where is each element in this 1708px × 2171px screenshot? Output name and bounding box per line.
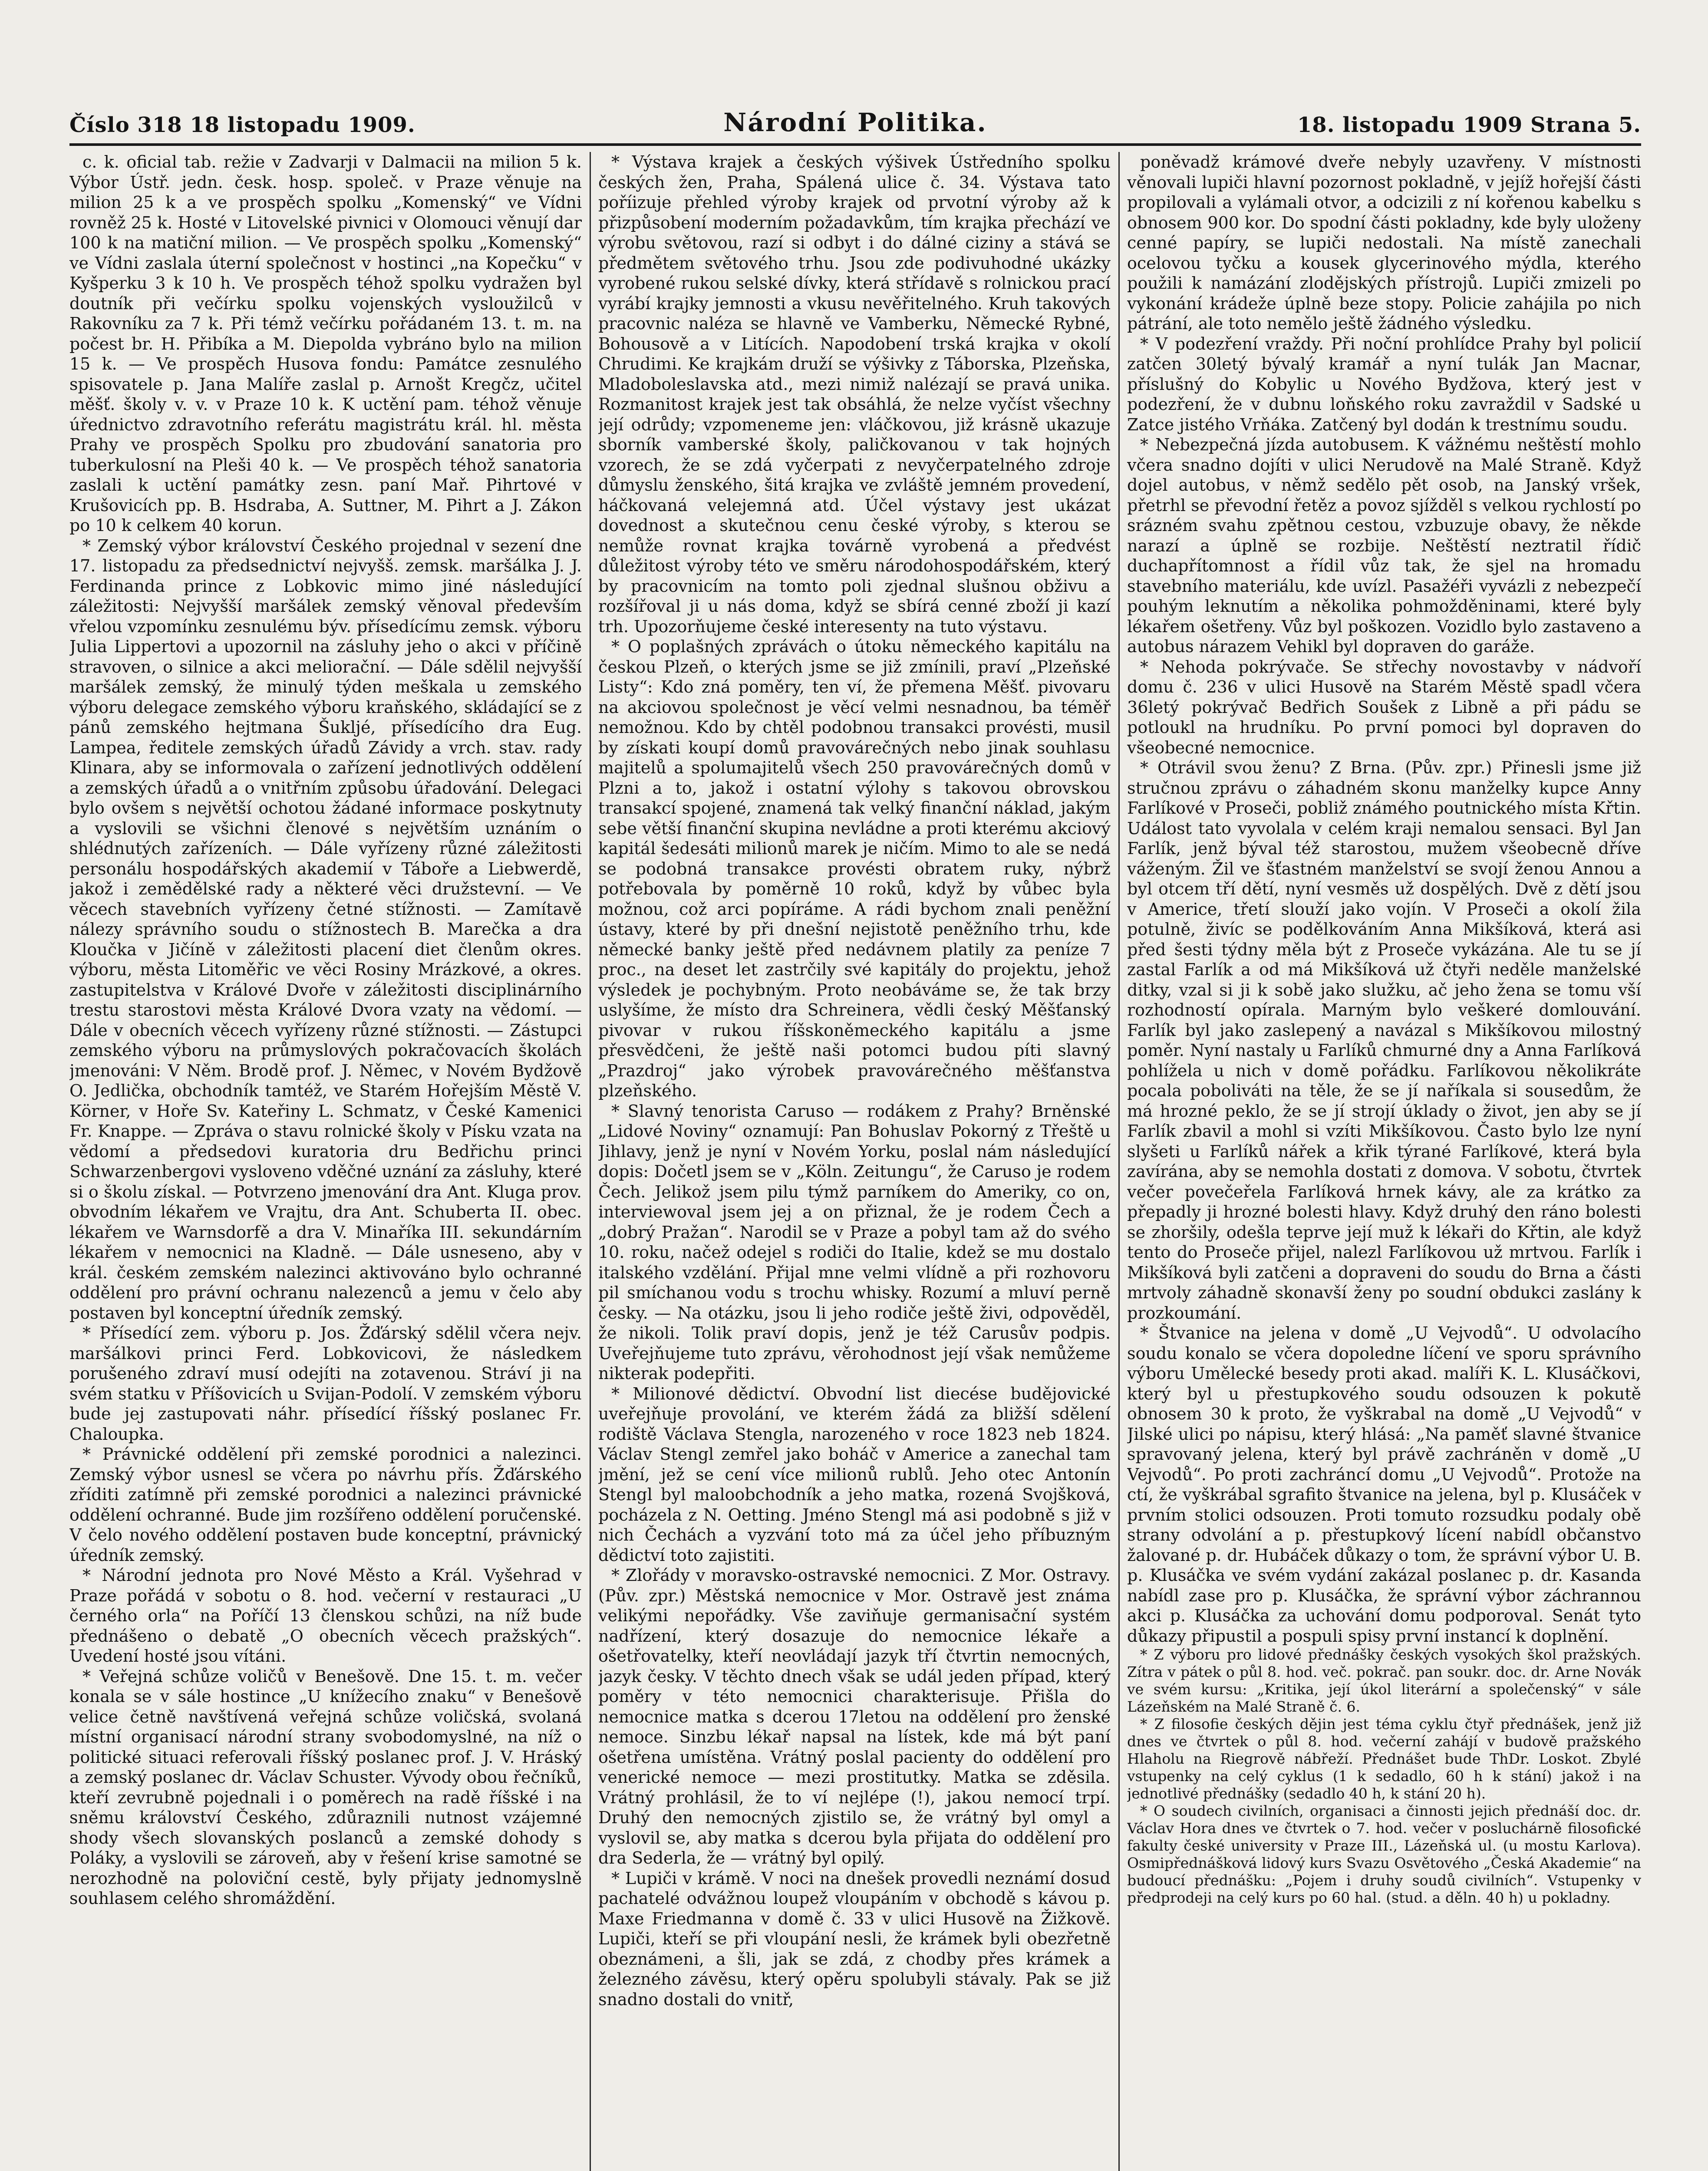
article-stvanice-jelen: * Štvanice na jelena v domě „U Vejvodů“. U odvolacího soudu konalo se včera dopoledne líčení ve sporu správního výboru Umělecké besedy proti akad. malíři K. L. Klusáčkovi, který byl u přestupkového soudu odsouzen k pokutě obnosem 30 k proto, že vyškrabal na domě „U Vejvodů“ v Jilské ulici po nápisu, který hlásá: „Na paměť slavné štvanice spravovaný jelena, který byl právě zachráněn v domě „U Vejvodů“. Po proti zachráncí domu „U Vejvodů“. Protože na ctí, že vyškrábal sgrafito štvanice na jelena, byl p. Klusáček v prvním stolici odsouzen. Proti tomuto rozsudku podaly obě strany odvolání a p. přestupkový lícení nabídl občanstvo žalované p. dr. Hubáček důkazy o tom, že správní výbor U. B. p. Klusáčka ve svém vydání zakázal poslanec p. dr. Kasanda nabídl zase pro p. Klusáčka, že správní výbor záchrannou akci p. Klusáčka za uchování domu podporoval. Senát tyto důkazy připustil a pospuli spisy první instancí k doplnění. [1127,1323,1641,1646]
notice-filosofie-dejin: * Z filosofie českých dějin jest téma cyklu čtyř přednášek, jenž již dnes ve čtvrtek o půl 8. hod. večerní zahájí v budově pražského Hlaholu na Riegrově nábřeží. Přednášet bude ThDr. Loskot. Zbylé vstupenky na celý cyklus (1 k sedadlo, 60 h k stání) jakož i na jednotlivé přednášky (sedadlo 40 h, k stání 20 h). [1127,1716,1641,1802]
column-divider [590,152,591,2171]
article-narodni-jednota: * Národní jednota pro Nové Město a Král. Vyšehrad v Praze pořádá v sobotu o 8. hod. večerní v restauraci „U černého orla“ na Poříčí 13 členskou schůzi, na níž bude přednášeno o debatě „O obecních věcech pražských“. Uvedení hosté jsou vítáni. [69,1566,582,1666]
article-milionove-dedictvi: * Milionové dědictví. Obvodní list diecése budějovické uveřejňuje provolání, ve kterém žádá za bližší sdělení rodiště Václava Stengla, narozeného v roce 1823 neb 1824. Václav Stengl zemřel jako boháč v Americe a zanechal tam jmění, jež se cení více milionů rublů. Jeho otec Antonín Stengl byl maloobchodník a jeho matka, rozená Svojšková, pocházela z N. Oetting. Jméno Stengl má asi podobně s již v nich Čechách a vyzvání toto má za účel jeho příbuzným dědictví toto zajistiti. [598,1384,1111,1565]
column-divider [1118,152,1120,2171]
header-issue-date: Číslo 318 18 listopadu 1909. [69,113,415,137]
header-page-number: 18. listopadu 1909 Strana 5. [1297,113,1641,137]
article-vystava-krajek: * Výstava krajek a českých výšivek Ústředního spolku českých žen, Praha, Spálená ulice č. 34. Výstava tato poříizuje přehled výroby krajek od prvotní výroby až k přizpůsobení moderním požadavkům, tím krajka přechází ve výrobu světovou, razí si odbyt i do dálné ciziny a stává se předmětem světového trhu. Jsou zde podivuhodné ukázky vyrobené rukou selské dívky, která střídavě s rolnickou prací vyrábí krajky jemnosti a vkusu nevěřitelného. Kruh takových pracovnic naléza se hlavně ve Vamberku, Německé Rybné, Bohousově a v Litících. Napodobení trská krajka v okolí Chrudimi. Ke krajkám druží se výšivky z Táborska, Plzeňska, Mladoboleslavska atd., mezi nimiž nalézají se pravá unika. Rozmanitost krajek jest tak obsáhlá, že nelze vyčíst všechny její odrůdy; vzpomeneme jen: vláčkovou, již krásně ukazuje sborník vamberské školy, paličkovanou v tak hojných vzorech, že se zdá vyčerpati z nevyčerpatelného zdroje důmyslu ženského, šitá krajka ve zvláště jemném provedení, háčkovaná velejemná atd. Účel výstavy jest ukázat dovednost a skutečnou cenu české výroby, s kterou se nemůže rovnat krajka továrně vyrobená a předvést důležitost výroby této ve směru národohospodářském, který by pracovnicím na tomto poli zjednal slušnou obživu a rozšířoval ji u nás doma, když se sbírá cenné zboží ji kazí trh. Upozorňujeme české interesenty na tuto výstavu. [598,152,1111,636]
article-lupici-continued: poněvadž krámové dveře nebyly uzavřeny. V místnosti věnovali lupiči hlavní pozornost pokladně, v jejíž hořejší části propilovali a vylámali otvor, a odcizili z ní kořenou kabelku s obnosem 900 kor. Do spodní části pokladny, kde byly uloženy cenné papíry, se lupiči nedostali. Na místě zanechali ocelovou tyčku a kousek glycerinového mýdla, kterého použili k namázání zlodějských přístrojů. Lupiči zmizeli po vykonání krádeže úplně beze stopy. Policie zahájila po nich pátrání, ale toto nemělo ještě žádného výsledku. [1127,152,1641,333]
text-column-1 [69,152,582,2171]
article-podezreni-vrazdy: * V podezření vraždy. Při noční prohlídce Prahy byl policií zatčen 30letý bývalý kramář a nyní tulák Jan Macnar, příslušný do Kobylic u Nového Bydžova, který jest v podezření, že v dubnu loňského roku zavraždil v Sadské u Zatce jistého Vrňáka. Zatčený byl dodán k trestnímu soudu. [1127,334,1641,434]
article-ostrava-nemocnice: * Zlořády v moravsko-ostravské nemocnici. Z Mor. Ostravy. (Pův. zpr.) Městská nemocnice v Mor. Ostravě jest známa velikými nepořádky. Vše zaviňuje germanisační systém nadřízení, který dosazuje do nemocnice lékaře a ošetřovatelky, kteří neovládají jazyk tří čtvrtin nemocných, jazyk česky. V těchto dnech však se udál jeden případ, který poměry v této nemocnici charakterisuje. Přišla do nemocnice matka s dcerou 17letou na oddělení pro ženské nemoce. Sinzbu lékař napsal na lístek, kde má být paní ošetřena umístěna. Vrátný poslal pacienty do oddělení pro venerické nemoce — mezi prostitutky. Matka se zděsila. Vrátný prohlásil, že to ví nejlépe (!), jakou nemocí trpí. Druhý den nemocných zjistilo se, že vrátný byl omyl a vyslovil se, aby matka s dcerou byla přijata do oddělení pro dra Sederla, že — vrátný byl opilý. [598,1566,1111,1867]
article-lupici: * Lupiči v krámě. V noci na dnešek provedli neznámí dosud pachatelé odvážnou loupež vloupáním v obchodě s kávou p. Maxe Friedmanna v domě č. 33 v ulici Husově na Žižkově. Lupiči, kteří se při vloupání nesli, že krámek byli obezřetně obeznámeni, a šli, jak se zdá, z chodby přes krámek a železného závěsu, který opěru spolubyli stávaly. Pak se již snadno dostali do vnitř, [598,1868,1111,2009]
notice-soudy-civilni: * O soudech civilních, organisaci a činnosti jejich přednáší doc. dr. Václav Hora dnes ve čtvrtek o 7. hod. večer v posluchárně filosofické fakulty české university v Praze III., Lázeňská ul. (u mostu Karlova). Osmipřednášková lidový kurs Svazu Osvětového „Česká Akademie“ na budoucí přednášku: „Pojem i druhy soudů civilních“. Vstupenky v předprodeji na celý kurs po 60 hal. (stud. a děln. 40 h) u pokladny. [1127,1802,1641,1906]
newspaper-title: Národní Politika. [723,108,987,137]
notice-lidove-prednasky: * Z výboru pro lidové přednášky českých vysokých škol pražských. Zítra v pátek o půl 8. hod. več. pokrač. pan soukr. doc. dr. Arne Novák ve svém kursu: „Kritika, její úkol literární a společenský“ v sále Lázeňském na Malé Straně č. 6. [1127,1646,1641,1715]
article-plzen-kapital: * O poplašných zprávách o útoku německého kapitálu na českou Plzeň, o kterých jsme se již zmínili, praví „Plzeňské Listy“: Kdo zná poměry, ten ví, že přemena Měšť. pivovaru na akciovou společnost je věcí velmi nesnadnou, ba téměř nemožnou. Kdo by chtěl podobnou transakci provésti, musil by získati koupí domů pravovárečných nebo jinak souhlasu majitelů a spolumajitelů všech 250 pravovárečných domů v Plzni a to, jakož i ostatní výlohy s takovou obrovskou transakcí spojené, znamená tak velký finanční náklad, jakým sebe větší finanční skupina nevládne a proti kterému akciový kapitál šedesáti milionů marek je ničím. Mimo to ale se nedá se podobná transakce provésti obratem ruky, nýbrž potřebovala by poměrně 10 roků, když by vůbec byla možnou, což arci popíráme. A rádi bychom znali peněžní ústavy, které by při dnešní nejistotě peněžního trhu, kde německé banky ještě před nedávnem platily za peníze 7 proc., na deset let zastrčily své kapitály do projektu, jehož výsledek je pochybným. Proto neobáváme se, že tak brzy uslyšíme, že místo dra Schreinera, vědli český Měšťanský pivovar v rukou říšskoněmeckého kapitálu a jsme přesvědčeni, že ještě naši potomci budou píti slavný „Prazdroj“ jako výrobek pravovárečného měšťanstva plzeňského. [598,637,1111,1100]
article-prisedici-zdarsky: * Přísedící zem. výboru p. Jos. Žďárský sdělil včera nejv. maršálkovi princi Ferd. Lobkovicovi, že následkem porušeného zdraví musí odejíti na zotavenou. Stráví ji na svém statku v Příšovicích u Svijan-Podolí. V zemském výboru bude jej zastupovati náhr. přísedící říšský poslanec Fr. Chaloupka. [69,1323,582,1444]
article-zemsky-vybor: * Zemský výbor království Českého projednal v sezení dne 17. listopadu za předsednictví nejvyšš. zemsk. maršálka J. J. Ferdinanda prince z Lobkovic mimo jiné následující záležitosti: Nejvyšší maršálek zemský věnoval především vřelou vzpomínku zesnulému býv. přísedícímu zemsk. výboru Julia Lippertovi a upozornil na zásluhy jeho o akci v příčině stravoven, o silnice a akci meliorační. — Dále sdělil nejvyšší maršálek zemský, že minulý týden meškala u zemského výboru delegace zemského výboru kraňského, skládající se z pánů zemského hejtmana Šukljé, přísedícího dra Eug. Lampea, ředitele zemských úřadů Závidy a vrch. stav. rady Klinara, aby se informovala o zařízení jednotlivých oddělení a zemských úřadů a o vnitřním způsobu úřadování. Delegaci bylo ovšem s největší ochotou žádané informace poskytnuty a vyslovili se všichni členové s největším uznáním o shlédnutých zařízeních. — Dále vyřízeny různé záležitosti personálu hospodářských akademií v Táboře a Liebwerdě, jakož i zemědělské rady a některé věci družstevní. — Ve věcech stavebních vyřízeny četné stížnosti. — Zamítavě nálezy správního soudu o stížnostech B. Marečka a dra Kloučka v Jičíně v záležitosti placení diet členům okres. výboru, města Litoměřic ve věci Rosiny Mrázkové, a okres. zastupitelstva v Králové Dvoře v záležitosti disciplinárního trestu starostovi města Králové Dvora vzaty na vědomí. — Dále v obecních věcech vyřízeny různé stížnosti. — Zástupci zemského výboru na průmyslových pokračovacích školách jmenováni: V Něm. Brodě prof. J. Němec, v Novém Bydžově O. Jedlička, obchodník tamtéž, ve Starém Hořejším Městě V. Körner, v Hoře Sv. Kateřiny L. Schmatz, v České Kamenici Fr. Knappe. — Zpráva o stavu rolnické školy v Písku vzata na vědomí a předsedovi kuratoria dru Bedřichu princi Schwarzenbergovi vysloveno vděčné uznání za zásluhy, které si o školu získal. — Potvrzeno jmenování dra Ant. Kluga prov. obvodním lékařem ve Vrajtu, dra Ant. Schuberta II. obec. lékařem ve Warnsdorfě a dra V. Minaříka III. sekundárním lékařem v nemocnici na Kladně. — Dále usneseno, aby v král. českém zemském nalezinci aktivováno bylo ochranné oddělení pro právní ochranu nalezenců a jemu v čelo aby postaven byl konceptní úředník zemský. [69,536,582,1323]
text-column-2 [598,152,1111,2171]
article-pokryvac: * Nehoda pokrývače. Se střechy novostavby v nádvoří domu č. 236 v ulici Husově na Starém Městě spadl včera 36letý pokrývač Bedřich Soušek z Libně a při pádu se potloukl na hrudníku. Po první pomoci byl dopraven do všeobecné nemocnice. [1127,657,1641,757]
article-autobus: * Nebezpečná jízda autobusem. K vážnému neštěstí mohlo včera snadno dojíti v ulici Nerudově na Malé Straně. Když dojel autobus, v němž sedělo pět osob, na Janský vršek, přetrhl se převodní řetěz a povoz sjížděl s velkou rychlostí po srázném svahu zpětnou cestou, vzbuzuje obavy, že někde narazí a úplně se rozbije. Neštěstí neztratil řídič duchapřítomnost a řídil vůz tak, že sjel na hromadu stavebního materiálu, kde uvízl. Pasažéři vyvázli z nebezpečí pouhým leknutím a několika pohmožděninami, které byly lékařem ošetřeny. Vůz byl poškozen. Vozidlo bylo zastaveno a autobus nárazem Vehikl byl dopraven do garáže. [1127,435,1641,656]
article-paragraph: c. k. oficial tab. režie v Zadvarji v Dalmacii na milion 5 k. Výbor Ústř. jedn. česk. hosp. společ. v Praze věnuje na milion 25 k a ve prospěch spolku „Komenský“ ve Vídni rovněž 25 k. Hosté v Litovelské pivnici v Olomouci věnují dar 100 k na matiční milion. — Ve prospěch spolku „Komenský“ ve Vídni zaslala úterní společnost v hostinci „na Kopečku“ v Kyšperku 3 k 10 h. Ve prospěch téhož spolku vydražen byl doutník při večírku spolku vojenských vysloužilců v Rakovníku za 7 k. Při témž večírku pořádaném 13. t. m. na počest br. H. Přibíka a M. Diepolda vybráno bylo na milion 15 k. — Ve prospěch Husova fondu: Památce zesnulého spisovatele p. Jana Malíře zaslal p. Arnošt Kregčz, učitel měšť. školy v. v. v Praze 10 k. K uctění pam. téhož věnuje úřednictvo zdravotního referátu magistrátu král. hl. města Prahy ve prospěch Spolku pro zbudování sanatoria pro tuberkulosní na Pleši 40 k. — Ve prospěch téhož sanatoria zaslali k uctění památky zesn. paní Mař. Pihrtové v Krušovicích pp. B. Hsdraba, A. Suttner, M. Pihrt a J. Zákon po 10 k celkem 40 korun. [69,152,582,535]
text-column-3 [1127,152,1641,2171]
article-pravnicke-oddeleni: * Právnické oddělení při zemské porodnici a nalezinci. Zemský výbor usnesl se včera po návrhu přís. Žďárského zříditi zatímně při zemské porodnici a nalezinci právnické oddělení ochranné. Bude jim rozšířeno oddělení poručenské. V čelo nového oddělení postaven bude konceptní, právnický úředník zemský. [69,1445,582,1565]
article-caruso: * Slavný tenorista Caruso — rodákem z Prahy? Brněnské „Lidové Noviny“ oznamují: Pan Bohuslav Pokorný z Třeště u Jihlavy, jenž je nyní v Novém Yorku, poslal nám následující dopis: Dočetl jsem se v „Köln. Zeitungu“, že Caruso je rodem Čech. Jelikož jsem pilu týmž parníkem do Ameriky, co on, interviewoval jsem jej a on přiznal, že je rodem Čech a „dobrý Pražan“. Narodil se v Praze a pobyl tam až do svého 10. roku, načež odejel s rodiči do Italie, kdež se mu dostalo italského vzdělání. Přijal mne velmi vlídně a při rozhovoru pil smíchanou vodu s trochu whisky. Rozumí a mluví perně česky. — Na otázku, jsou li jeho rodiče ještě živi, odpověděl, že nikoli. Tolik praví dopis, jenž je též Carusův podpis. Uveřejňujeme tuto zprávu, věrohodnost její však nemůžeme nikterak podepřiti. [598,1101,1111,1383]
page-header [69,104,1641,146]
article-otravil-zenu: * Otrávil svou ženu? Z Brna. (Pův. zpr.) Přinesli jsme již stručnou zprávu o záhadném skonu manželky kupce Anny Farlíkové v Proseči, pobliž známého poutnického místa Křtin. Událost tato vyvolala v celém kraji nemalou sensaci. Byl Jan Farlík, jenž býval též starostou, mužem všeobecně dříve váženým. Žil ve šťastném manželství se svojí ženou Annou a byl otcem tří dětí, nyní vesměs už dospělých. Dvě z dětí jsou v Americe, třetí slouží jako vojín. V Proseči a okolí žila potulně, živíc se podělkováním Anna Mikšíková, která asi před šesti týdny měla být z Proseče vykázána. Ale tu se jí zastal Farlík a od má Mikšíková už čtyři neděle manželské ditky, vzal si ji k sobě jako služku, ač jeho žena se tomu vší rozhodností opírala. Marným bylo veškeré domlouvání. Farlík byl jako zaslepený a navázal s Mikšíkovou milostný poměr. Nyní nastaly u Farlíků chmurné dny a Anna Farlíková pohlížela u nich v domě pořádku. Farlíkovou několikráte pocala poboliváti na těle, že se jí naříkala si sousedům, že má hrozné peklo, že se jí strojí úklady o život, jen aby se jí Farlík zbavil a mohl si vzíti Mikšíkovou. Často bylo lze nyní slyšeti u Farlíků nářek a křik týrané Farlíkové, která byla zavírána, aby se nemohla dostati z domova. V sobotu, čtvrtek večer povečeřela Farlíková hrnek kávy, ale za krátko za přepadly ji hrozné bolesti hlavy. Když druhý den ráno bolesti se zhoršily, odešla teprve její muž k lékaři do Křtin, ale když tento do Proseče přijel, nalezl Farlíkovou už mrtvou. Farlík i Mikšíková byli zatčeni a dopraveni do soudu do Brna a části mrtvoly záhadně skonavší ženy po soudní obdukci zaslány k prozkoumání. [1127,758,1641,1323]
article-verejna-schuze: * Veřejná schůze voličů v Benešově. Dne 15. t. m. večer konala se v sále hostince „U knížecího znaku“ v Benešově velice četně navštívená veřejná schůze voličská, svolaná místní organisací národní strany svobodomyslné, na níž o politické situaci referovali říšský poslanec prof. J. V. Hráský a zemský poslanec dr. Václav Schuster. Vývody obou řečníků, kteří zevrubně pojednali i o poměrech na radě říšské i na sněmu království Českého, zdůraznili nutnost vzájemné shody všech slovanských poslanců a zemské dohody s Poláky, a vyslovili se zároveň, aby v řešení krise samotné se nerozhodně na poloviční cestě, byly přijaty jednomyslně souhlasem celého shromáždění. [69,1666,582,1908]
